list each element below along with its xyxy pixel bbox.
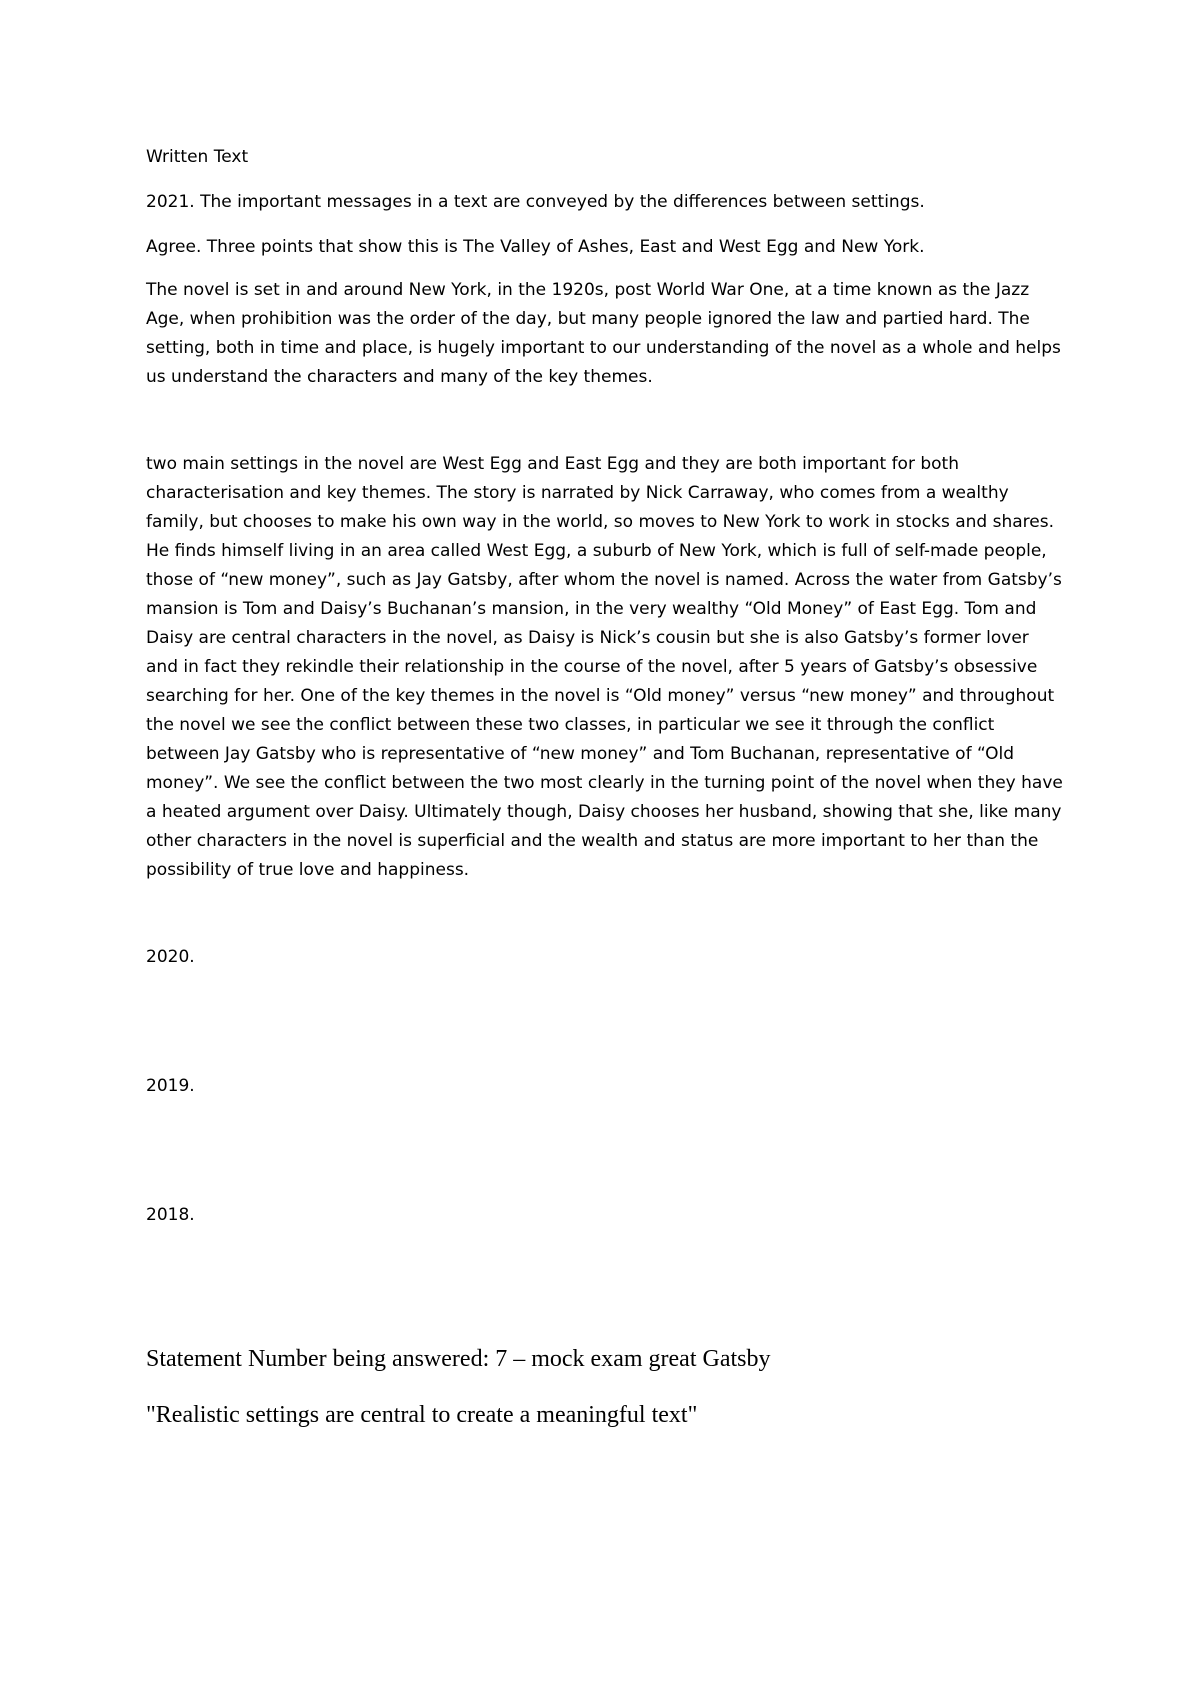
- year-2018: 2018.: [146, 1205, 195, 1225]
- quote-line: "Realistic settings are central to create a meaningful text": [146, 1402, 698, 1428]
- statement-line: Statement Number being answered: 7 – mock exam great Gatsby: [146, 1346, 771, 1372]
- question-2021: 2021. The important messages in a text are conveyed by the differences between settings.: [146, 192, 925, 212]
- body-paragraph: two main settings in the novel are West Egg and East Egg and they are both important for both characterisation and key themes. The story is narrated by Nick Carraway, who comes from a wealthy family, but chooses to make his own way in the world, so moves to New York to work in stocks and shares. He finds himself living in an area called West Egg, a suburb of New York, which is full of self-made people, those of “new money”, such as Jay Gatsby, after whom the novel is named. Across the water from Gatsby’s mansion is Tom and Daisy’s Buchanan’s mansion, in the very wealthy “Old Money” of East Egg. Tom and Daisy are central characters in the novel, as Daisy is Nick’s cousin but she is also Gatsby’s former lover and in fact they rekindle their relationship in the course of the novel, after 5 years of Gatsby’s obsessive searching for her. One of the key themes in the novel is “Old money” versus “new money” and throughout the novel we see the conflict between these two classes, in particular we see it through the conflict between Jay Gatsby who is representative of “new money” and Tom Buchanan, representative of “Old money”. We see the conflict between the two most clearly in the turning point of the novel when they have a heated argument over Daisy. Ultimately though, Daisy chooses her husband, showing that she, like many other characters in the novel is superficial and the wealth and status are more important to her than the possibility of true love and happiness.: [146, 454, 1063, 880]
- document-heading: Written Text: [146, 147, 249, 167]
- year-2020: 2020.: [146, 947, 195, 967]
- agree-line: Agree. Three points that show this is The Valley of Ashes, East and West Egg and New York.: [146, 237, 925, 257]
- intro-paragraph: The novel is set in and around New York, in the 1920s, post World War One, at a time known as the Jazz Age, when prohibition was the order of the day, but many people ignored the law and partied hard. The setting, both in time and place, is hugely important to our understanding of the novel as a whole and helps us understand the characters and many of the key themes.: [146, 280, 1061, 387]
- year-2019: 2019.: [146, 1076, 195, 1096]
- document-body: [146, 143, 1066, 1430]
